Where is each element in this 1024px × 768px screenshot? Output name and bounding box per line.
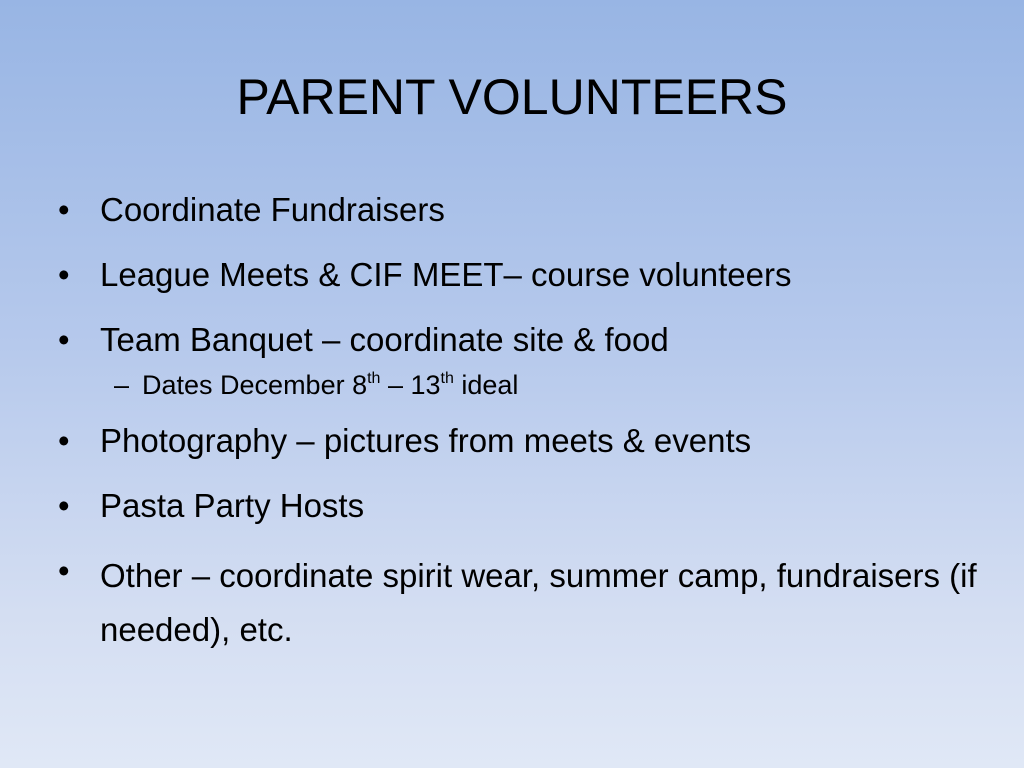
bullet-marker: • <box>58 552 70 589</box>
bullet-text: Other – coordinate spirit wear, summer camp, fundraisers (if needed), etc. <box>100 557 977 648</box>
bullet-marker: • <box>58 191 70 228</box>
bullet-text: League Meets & CIF MEET– course volunteers <box>100 256 792 293</box>
bullet-text: Photography – pictures from meets & events <box>100 422 752 459</box>
bullet-marker: • <box>58 321 70 358</box>
slide-title: PARENT VOLUNTEERS <box>236 69 788 125</box>
bullet-item-photography <box>58 419 978 463</box>
bullet-item-pasta-party <box>58 484 978 528</box>
bullet-item-other <box>58 549 978 657</box>
sub-bullet-marker: – <box>114 370 130 400</box>
bullet-text: Team Banquet – coordinate site & food <box>100 321 669 358</box>
bullet-text: Pasta Party Hosts <box>100 487 365 524</box>
bullet-list <box>58 188 978 678</box>
bullet-marker: • <box>58 256 70 293</box>
dates-prefix: Dates December 8 <box>142 370 368 400</box>
ordinal-suffix: th <box>367 370 381 387</box>
bullet-marker: • <box>58 422 70 459</box>
sub-bullet-banquet-dates <box>58 367 978 403</box>
sub-bullet-text <box>142 370 518 400</box>
bullet-item-team-banquet <box>58 318 978 362</box>
ordinal-suffix: th <box>440 370 454 387</box>
bullet-item-league-meets <box>58 253 978 297</box>
bullet-text: Coordinate Fundraisers <box>100 191 445 228</box>
dates-suffix: ideal <box>453 370 519 400</box>
dates-middle: – 13 <box>380 370 441 400</box>
bullet-item-fundraisers <box>58 188 978 232</box>
bullet-marker: • <box>58 487 70 524</box>
